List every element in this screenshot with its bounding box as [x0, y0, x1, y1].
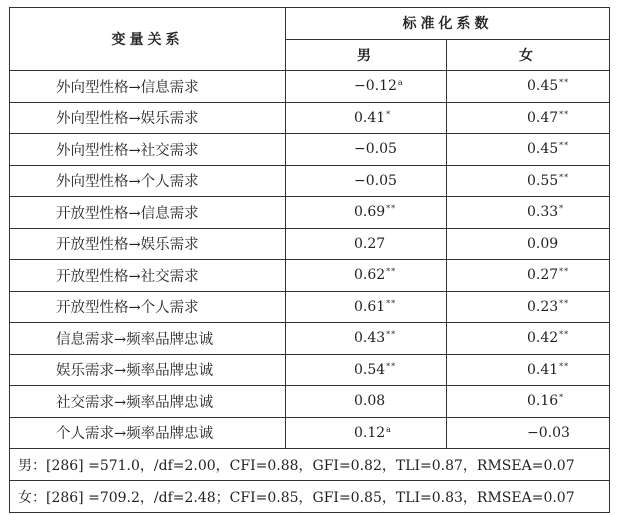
header-female: 女: [447, 39, 610, 71]
female-coef-cell: [447, 291, 610, 323]
female-coef-value: 0.09: [527, 235, 559, 252]
male-significance-mark: **: [386, 330, 397, 340]
female-coef-cell: [447, 71, 610, 103]
male-coef-value: −0.05: [354, 141, 397, 158]
relation-cell: 外向型性格→信息需求: [10, 71, 286, 103]
male-coef-cell: [286, 354, 447, 386]
relation-cell: 开放型性格→个人需求: [10, 291, 286, 323]
table-row: [10, 323, 610, 355]
male-coef-value: 0.61: [354, 298, 386, 315]
male-coef-value: 0.27: [354, 235, 386, 252]
coefficient-table: [9, 7, 610, 513]
female-coef-cell: [447, 197, 610, 229]
table-row: [10, 134, 610, 166]
relation-cell: 外向型性格→个人需求: [10, 165, 286, 197]
male-coef-value: 0.62: [354, 267, 386, 284]
female-significance-mark: **: [559, 109, 570, 119]
relation-cell: 开放型性格→社交需求: [10, 260, 286, 292]
female-significance-mark: *: [559, 204, 565, 214]
female-coef-value: 0.16: [527, 393, 559, 410]
female-significance-mark: **: [559, 361, 570, 371]
female-coef-value: 0.42: [527, 330, 559, 347]
female-coef-cell: [447, 134, 610, 166]
female-significance-mark: **: [559, 330, 570, 340]
fit-indices-female: 女：[286] =709.2，/df=2.48；CFI=0.85，GFI=0.85，TLI=0.83，RMSEA=0.07: [10, 481, 610, 513]
relation-cell: 信息需求→频率品牌忠诚: [10, 323, 286, 355]
female-coef-value: 0.33: [527, 204, 559, 221]
table-row: [10, 197, 610, 229]
female-coef-cell: [447, 386, 610, 418]
male-coef-cell: [286, 260, 447, 292]
table-row: [10, 71, 610, 103]
male-coef-cell: [286, 71, 447, 103]
male-coef-cell: [286, 291, 447, 323]
header-std-coef: 标准化系数: [286, 8, 610, 40]
male-coef-value: −0.05: [354, 172, 397, 189]
female-coef-cell: [447, 102, 610, 134]
male-coef-value: 0.54: [354, 361, 386, 378]
female-coef-cell: [447, 228, 610, 260]
female-significance-mark: **: [559, 141, 570, 151]
table-row: [10, 417, 610, 449]
header-variable-relation: 变量关系: [10, 8, 286, 71]
female-significance-mark: **: [559, 298, 570, 308]
relation-cell: 开放型性格→娱乐需求: [10, 228, 286, 260]
male-coef-value: 0.12: [354, 424, 386, 441]
table-row: [10, 228, 610, 260]
male-significance-mark: a: [386, 424, 392, 434]
female-significance-mark: **: [559, 78, 570, 88]
female-coef-cell: [447, 260, 610, 292]
female-coef-value: 0.41: [527, 361, 559, 378]
male-significance-mark: **: [386, 267, 397, 277]
table-row: [10, 386, 610, 418]
male-significance-mark: a: [397, 78, 404, 88]
male-coef-cell: [286, 386, 447, 418]
header-row-1: [10, 8, 610, 40]
relation-cell: 开放型性格→信息需求: [10, 197, 286, 229]
male-coef-value: 0.08: [354, 393, 386, 410]
male-coef-cell: [286, 102, 447, 134]
fit-indices-male: 男：[286] =571.0，/df=2.00，CFI=0.88，GFI=0.82，TLI=0.87，RMSEA=0.07: [10, 449, 610, 481]
female-coef-value: 0.45: [527, 78, 559, 95]
female-coef-value: 0.23: [527, 298, 559, 315]
female-coef-value: 0.47: [527, 109, 559, 126]
female-coef-value: 0.45: [527, 141, 559, 158]
female-coef-cell: [447, 323, 610, 355]
female-significance-mark: *: [559, 393, 565, 403]
relation-cell: 个人需求→频率品牌忠诚: [10, 417, 286, 449]
male-coef-cell: [286, 197, 447, 229]
female-coef-cell: [447, 165, 610, 197]
table-row: [10, 260, 610, 292]
male-significance-mark: **: [386, 298, 397, 308]
table-row: [10, 354, 610, 386]
relation-cell: 外向型性格→娱乐需求: [10, 102, 286, 134]
male-coef-cell: [286, 228, 447, 260]
female-coef-cell: [447, 354, 610, 386]
fit-row-male: [10, 449, 610, 481]
male-significance-mark: **: [386, 204, 397, 214]
male-coef-cell: [286, 165, 447, 197]
relation-cell: 娱乐需求→频率品牌忠诚: [10, 354, 286, 386]
female-coef-value: 0.55: [527, 172, 559, 189]
female-coef-value: −0.03: [527, 424, 570, 441]
male-coef-value: 0.69: [354, 204, 386, 221]
table-row: [10, 102, 610, 134]
table-row: [10, 291, 610, 323]
male-coef-value: 0.41: [354, 109, 386, 126]
male-coef-cell: [286, 134, 447, 166]
relation-cell: 外向型性格→社交需求: [10, 134, 286, 166]
fit-row-female: [10, 481, 610, 513]
male-significance-mark: **: [386, 361, 397, 371]
header-male: 男: [286, 39, 447, 71]
male-coef-cell: [286, 417, 447, 449]
table-row: [10, 165, 610, 197]
male-significance-mark: *: [386, 109, 392, 119]
male-coef-value: 0.43: [354, 330, 386, 347]
female-coef-cell: [447, 417, 610, 449]
female-coef-value: 0.27: [527, 267, 559, 284]
female-significance-mark: **: [559, 172, 570, 182]
male-coef-value: −0.12: [354, 78, 397, 95]
female-significance-mark: **: [559, 267, 570, 277]
relation-cell: 社交需求→频率品牌忠诚: [10, 386, 286, 418]
male-coef-cell: [286, 323, 447, 355]
